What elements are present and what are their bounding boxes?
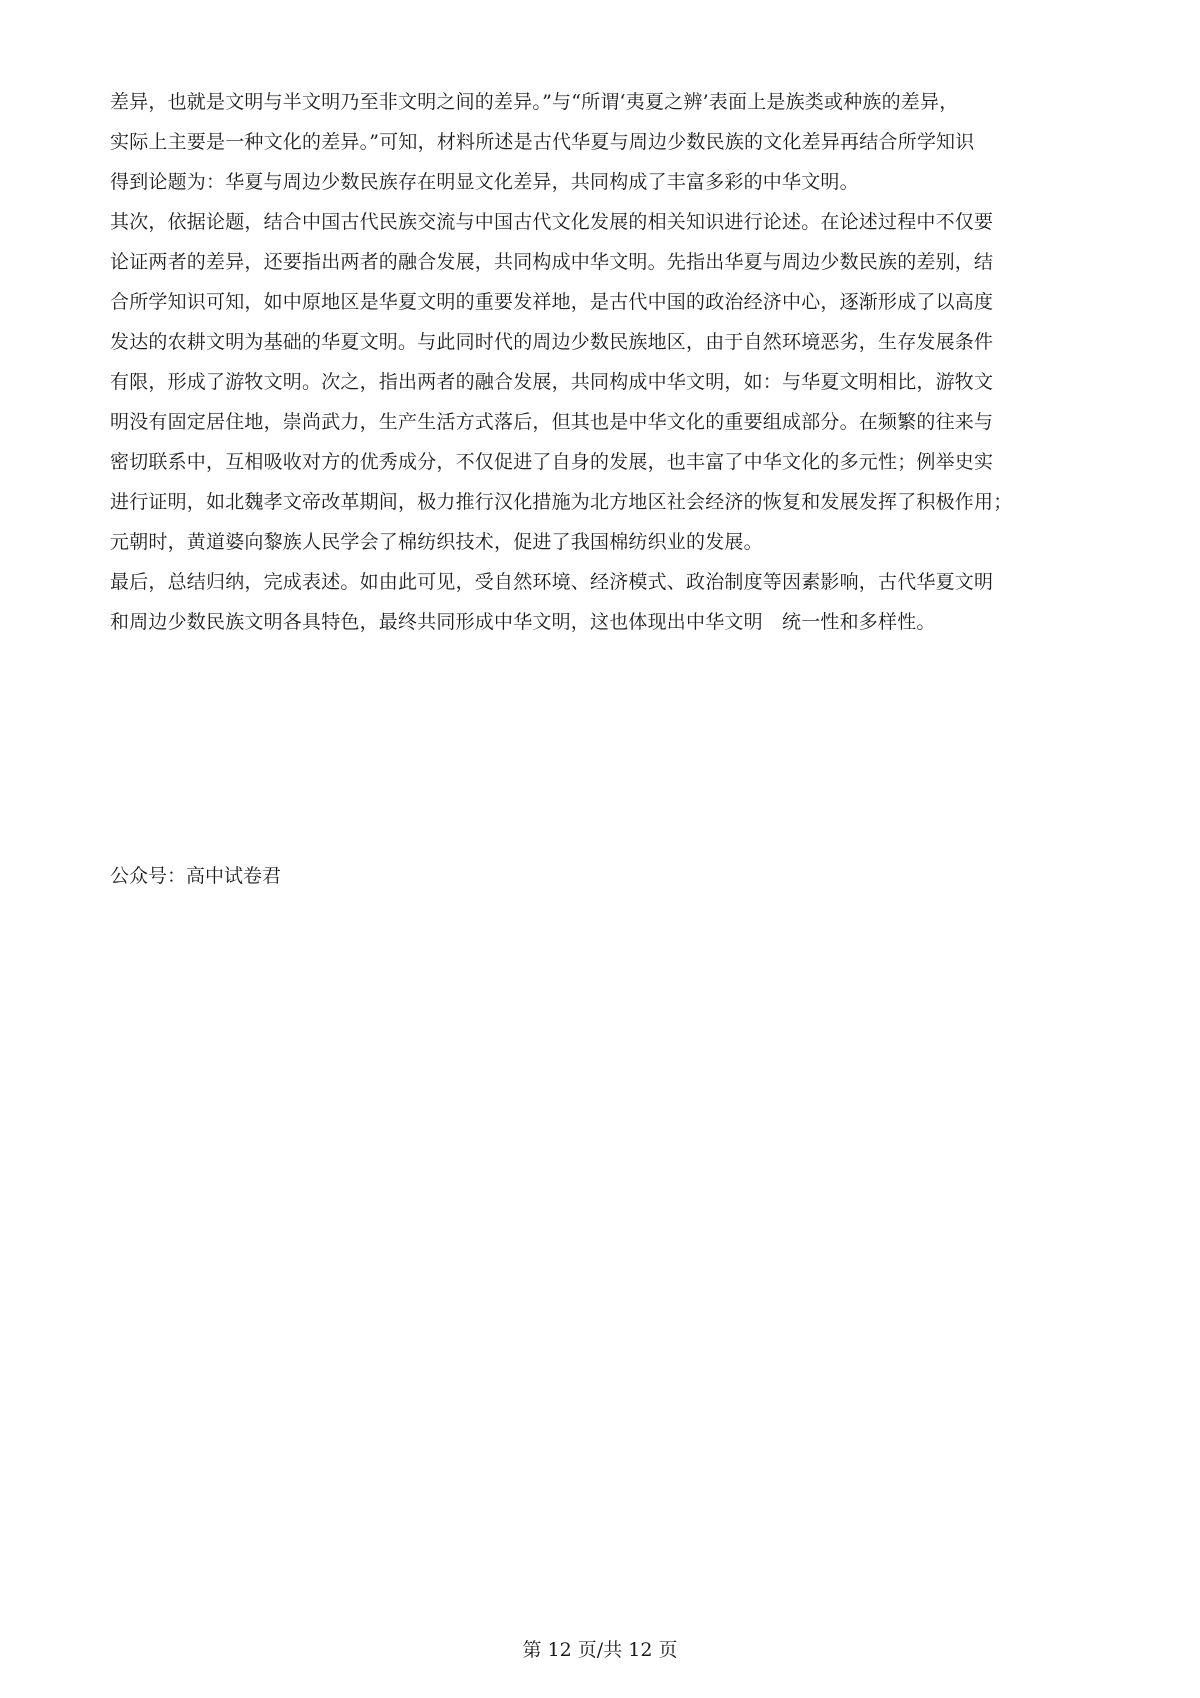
text-line: 得到论题为：华夏与周边少数民族存在明显文化差异，共同构成了丰富多彩的中华文明。 bbox=[110, 171, 859, 193]
text-line: 元朝时，黄道婆向黎族人民学会了棉纺织技术，促进了我国棉纺织业的发展。 bbox=[110, 531, 763, 553]
text-line: 最后，总结归纳，完成表述。如由此可见，受自然环境、经济模式、政治制度等因素影响，古代华夏文明 bbox=[110, 571, 994, 593]
text-line: 明没有固定居住地，崇尚武力，生产生活方式落后，但其也是中华文化的重要组成部分。在频繁的往来与 bbox=[110, 411, 994, 433]
text-line: 进行证明，如北魏孝文帝改革期间，极力推行汉化措施为北方地区社会经济的恢复和发展发挥了积极作用； bbox=[110, 491, 1013, 513]
text-line: 论证两者的差异，还要指出两者的融合发展，共同构成中华文明。先指出华夏与周边少数民族的差别，结 bbox=[110, 251, 994, 273]
page-number: 第 12 页/共 12 页 bbox=[522, 1639, 678, 1661]
wechat-account-note: 公众号：高中试卷君 bbox=[110, 865, 282, 887]
text-line: 合所学知识可知，如中原地区是华夏文明的重要发祥地，是古代中国的政治经济中心，逐渐形成了以高度 bbox=[110, 291, 994, 313]
text-line: 其次，依据论题，结合中国古代民族交流与中国古代文化发展的相关知识进行论述。在论述过程中不仅要 bbox=[110, 211, 994, 233]
text-line: 发达的农耕文明为基础的华夏文明。与此同时代的周边少数民族地区，由于自然环境恶劣，生存发展条件 bbox=[110, 331, 994, 353]
text-line: 实际上主要是一种文化的差异。”可知，材料所述是古代华夏与周边少数民族的文化差异再结合所学知识 bbox=[110, 131, 975, 153]
text-line: 和周边少数民族文明各具特色，最终共同形成中华文明，这也体现出中华文明 统一性和多样性。 bbox=[110, 611, 936, 633]
text-line: 密切联系中，互相吸收对方的优秀成分，不仅促进了自身的发展，也丰富了中华文化的多元性；例举史实 bbox=[110, 451, 994, 473]
text-line: 有限，形成了游牧文明。次之，指出两者的融合发展，共同构成中华文明，如：与华夏文明相比，游牧文 bbox=[110, 371, 994, 393]
text-line: 差异，也就是文明与半文明乃至非文明之间的差异。”与“所谓‘夷夏之辨’表面上是族类或种族的差异， bbox=[110, 91, 959, 113]
